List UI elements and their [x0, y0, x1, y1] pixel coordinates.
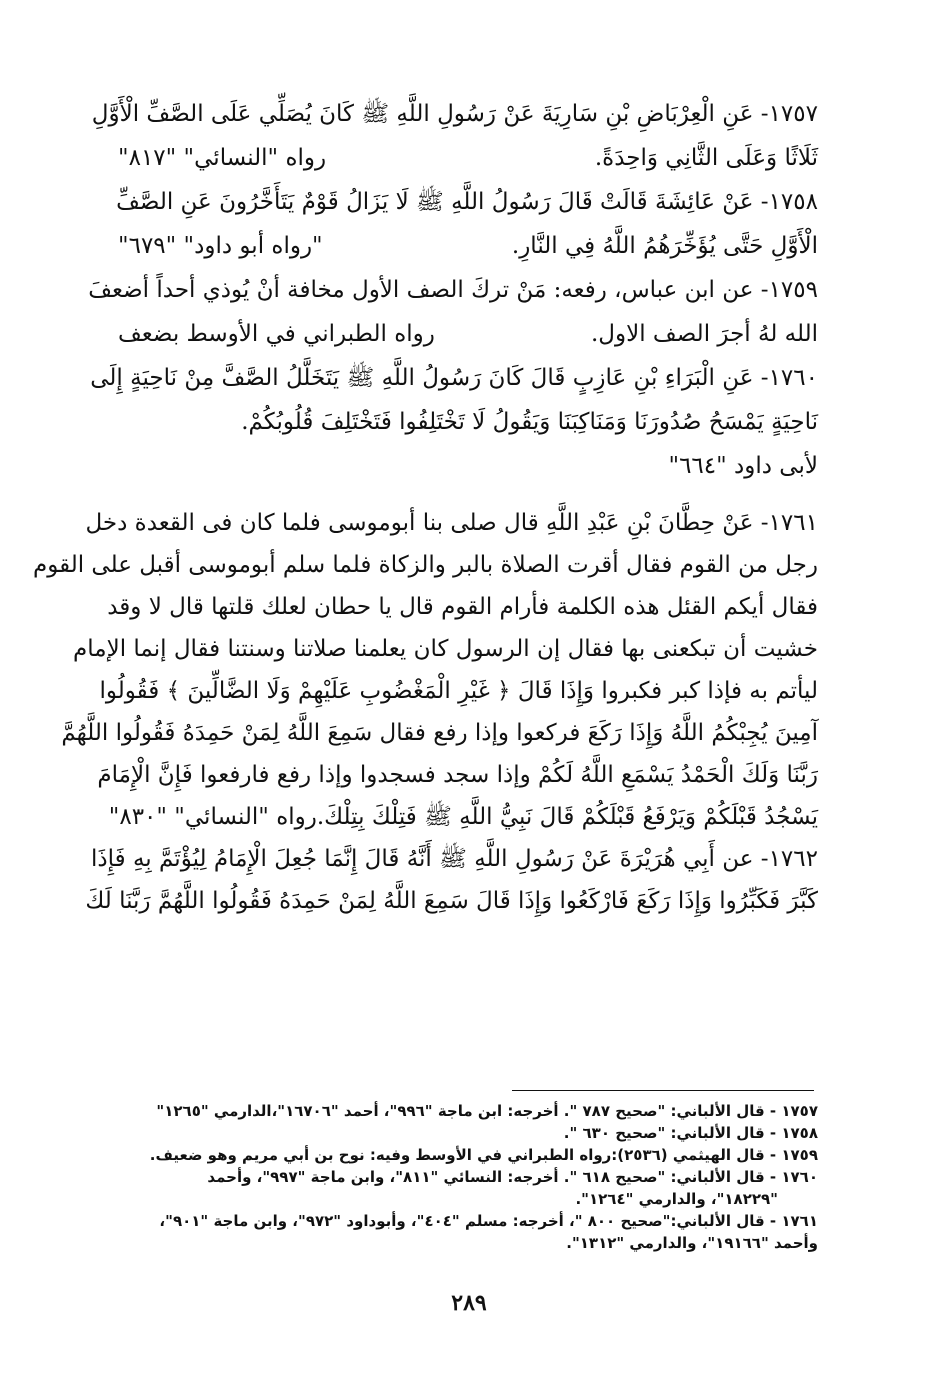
footnotes — [118, 1100, 818, 1254]
hadith-1761-line-6: آمِينَ يُجِبْكُمُ اللَّهُ وَإِذَا رَكَعَ فركعوا وإذا رفع فقال سَمِعَ اللَّهُ لِمَنْ حَمِدَهُ فَقُولُوا اللَّهُمَّ — [61, 720, 818, 746]
hadith-1759-line-1: ١٧٥٩- عن ابن عباس، رفعه: مَنْ تركَ الصف الأول مخافة أنْ يُوذي أحداً أضعفَ — [88, 277, 818, 303]
hadith-1761-line-8 — [108, 796, 818, 838]
hadith-1760-line-2: نَاحِيَةٍ يَمْسَحُ صُدُورَنَا وَمَنَاكِبَنَا وَيَقُولُ لَا تَخْتَلِفُوا فَتَخْتَلِفَ قُلُوبُكُمْ. — [241, 409, 818, 435]
hadith-1760-line-1: ١٧٦٠- عَنِ الْبَرَاءِ بْنِ عَازِبٍ قَالَ كَانَ رَسُولُ اللَّهِ ﷺ يَتَخَلَّلُ الصَّفَّ مِنْ نَاحِيَةٍ إِلَى — [90, 365, 818, 391]
hadith-1762-line-2: كَبَّرَ فَكَبِّرُوا وَإِذَا رَكَعَ فَارْكَعُوا وَإِذَا قَالَ سَمِعَ اللَّهُ لِمَنْ حَمِدَهُ فَقُولُوا اللَّهُمَّ رَبَّنَا لَكَ — [85, 888, 818, 914]
hadith-1761-source: رواه "النسائي" "٨٣٠" — [108, 804, 317, 830]
hadith-1759-line-2 — [118, 312, 818, 356]
footnote-1761: ١٧٦١ - قال الألباني:"صحيح ٨٠٠ "، أخرجه: مسلم "٤٠٤"، وأبوداود "٩٧٢"، وابن ماجة "٩٠١"، — [159, 1212, 818, 1230]
hadith-1761-line-4: خشيت أن تبكعنى بها فقال إن الرسول كان يعلمنا صلاتنا وسنتنا فقال إنما الإمام — [73, 636, 818, 662]
hadith-1758-line-2 — [118, 224, 818, 268]
hadith-1761-line-7: رَبَّنَا وَلَكَ الْحَمْدُ يَسْمَعِ اللَّهُ لَكُمْ وإذا سجد فسجدوا وإذا رفع فارفعوا فَإِنَّ الْإِمَامَ — [97, 762, 818, 788]
hadith-1758-source: "رواه أبو داود" "٦٧٩" — [118, 233, 323, 259]
hadith-1758-line-1: ١٧٥٨- عَنْ عَائِشَةَ قَالَتْ قَالَ رَسُولُ اللَّهِ ﷺ لَا يَزَالُ قَوْمٌ يَتَأَخَّرُونَ عَنِ الصَّفِّ — [116, 189, 818, 215]
hadith-1761-line-2: رجل من القوم فقال أقرت الصلاة بالبر والزكاة فلما سلم أبوموسى أقبل على القوم — [32, 552, 818, 578]
hadith-1757-text-end: ثَلَاثًا وَعَلَى الثَّانِي وَاحِدَةً. — [594, 145, 818, 171]
hadith-1758-text-end: الْأَوَّلِ حَتَّى يُؤَخِّرَهُمُ اللَّهُ فِي النَّارِ. — [511, 233, 818, 259]
hadith-1757-line-1: ١٧٥٧- عَنِ الْعِرْبَاضِ بْنِ سَارِيَةَ عَنْ رَسُولِ اللَّهِ ﷺ كَانَ يُصَلِّي عَلَى الصَّفِّ الْأَوَّلِ — [91, 101, 818, 127]
footnote-1758: ١٧٥٨ - قال الألباني: "صحيح ٦٣٠ ". — [563, 1124, 818, 1142]
hadith-1757-source: رواه "النسائي" "٨١٧" — [118, 145, 327, 171]
hadith-1757-line-2 — [118, 136, 818, 180]
footnote-1757: ١٧٥٧ - قال الألباني: "صحيح ٧٨٧ ". أخرجه: ابن ماجة "٩٩٦"، أحمد "١٦٧٠٦"،الدارمي "١٢٦٥" — [156, 1102, 818, 1120]
hadith-1761-line-5: ليأتم به فإذا كبر فكبروا وَإِذَا قَالَ ﴿ غَيْرِ الْمَغْضُوبِ عَلَيْهِمْ وَلَا الضَّالِّينَ ﴾ فَقُولُوا — [99, 678, 818, 704]
page-number: ٢٨٩ — [451, 1290, 487, 1316]
hadith-1762-line-1: ١٧٦٢- عن أَبِي هُرَيْرَةَ عَنْ رَسُولِ اللَّهِ ﷺ أَنَّهُ قَالَ إِنَّمَا جُعِلَ الْإِمَامُ لِيُؤْتَمَّ بِهِ فَإِذَا — [91, 846, 818, 872]
footnote-divider — [512, 1090, 814, 1091]
footnote-1759: ١٧٥٩ - قال الهيثمي (٢٥٣٦):رواه الطبراني في الأوسط وفيه: نوح بن أبي مريم وهو ضعيف. — [149, 1146, 818, 1164]
main-text — [32, 92, 818, 922]
hadith-1761-text-end: يَسْجُدُ قَبْلَكُمْ وَيَرْفَعُ قَبْلَكُمْ قَالَ نَبِيُّ اللَّهِ ﷺ فَتِلْكَ بِتِلْكَ. — [316, 804, 818, 830]
hadith-1761-line-1: ١٧٦١- عَنْ حِطَّانَ بْنِ عَبْدِ اللَّهِ قال صلى بنا أبوموسى فلما كان فى القعدة دخل — [85, 510, 818, 536]
footnote-1761-continued: وأحمد "١٩١٦٦"، والدارمي "١٣١٢". — [566, 1234, 818, 1252]
hadith-1761-line-3: فقال أيكم القئل هذه الكلمة فأرام القوم قال يا حطان لعلك قلتها قال لا وقد — [107, 594, 818, 620]
hadith-1759-text-end: الله لهُ أجرَ الصف الاول. — [590, 321, 818, 347]
footnote-1760: ١٧٦٠ - قال الألباني: "صحيح ٦١٨ ". أخرجه: النسائي "٨١١"، وابن ماجة "٩٩٧"، وأحمد — [207, 1168, 818, 1186]
footnote-1760-continued: "١٨٢٢٩"، والدارمي "١٢٦٤". — [575, 1190, 778, 1208]
hadith-1759-source: رواه الطبراني في الأوسط بضعف — [118, 321, 435, 347]
hadith-1760-source: لأبى داود "٦٦٤" — [668, 453, 818, 479]
